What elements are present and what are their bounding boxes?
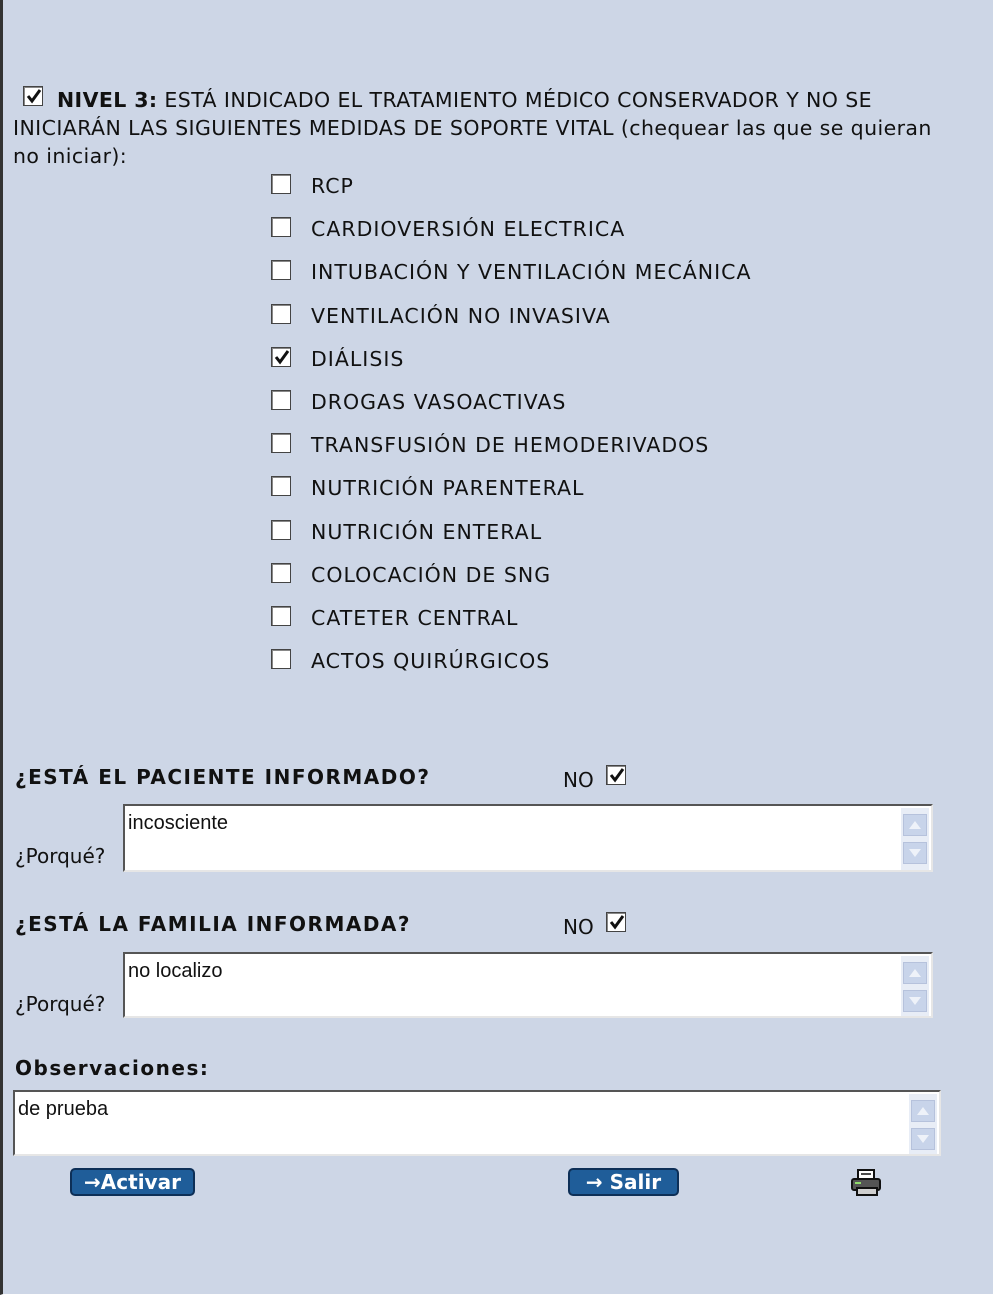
measure-checkbox[interactable] (271, 520, 291, 540)
measure-label: VENTILACIÓN NO INVASIVA (311, 303, 611, 328)
family-why-label: ¿Porqué? (15, 992, 106, 1016)
patient-why-value: incosciente (128, 812, 229, 834)
scroll-up-button[interactable] (903, 814, 927, 836)
observations-value: de prueba (18, 1098, 109, 1120)
level-3-text: ESTÁ INDICADO EL TRATAMIENTO MÉDICO CONSERVADOR Y NO SE INICIARÁN LAS SIGUIENTES MEDIDAS DE SOPORTE VITAL (chequear las que se quieran no iniciar): (13, 88, 932, 168)
measure-label: RCP (311, 174, 354, 198)
family-why-textarea[interactable] (123, 952, 933, 1018)
measure-checkbox[interactable] (271, 390, 291, 410)
patient-informed-question: ¿ESTÁ EL PACIENTE INFORMADO? (15, 765, 431, 789)
printer-icon[interactable] (849, 1168, 885, 1198)
family-no-label: NO (563, 915, 594, 939)
measure-label: DIÁLISIS (311, 346, 405, 371)
measure-checkbox[interactable] (271, 563, 291, 583)
measure-checkbox[interactable] (271, 174, 291, 194)
measure-checkbox[interactable] (271, 433, 291, 453)
patient-why-textarea[interactable] (123, 804, 933, 872)
family-informed-question: ¿ESTÁ LA FAMILIA INFORMADA? (15, 912, 412, 936)
exit-button[interactable]: → Salir (568, 1168, 679, 1196)
checkmark-icon (609, 914, 625, 930)
measure-label: DROGAS VASOACTIVAS (311, 390, 567, 414)
measure-label: CATETER CENTRAL (311, 606, 519, 630)
measure-label: NUTRICIÓN PARENTERAL (311, 476, 585, 501)
scroll-down-button[interactable] (903, 990, 927, 1012)
checkmark-icon (274, 349, 290, 365)
activate-button[interactable]: →Activar (70, 1168, 195, 1196)
measure-label: CARDIOVERSIÓN ELECTRICA (311, 217, 626, 242)
measure-label: COLOCACIÓN DE SNG (311, 562, 552, 587)
measure-label: NUTRICIÓN ENTERAL (311, 519, 543, 544)
scroll-down-button[interactable] (903, 842, 927, 864)
family-why-value: no localizo (128, 960, 223, 982)
level-3-description (13, 86, 963, 170)
patient-no-label: NO (563, 768, 594, 792)
checkmark-icon (609, 767, 625, 783)
measure-checkbox[interactable] (271, 260, 291, 280)
scroll-up-button[interactable] (911, 1100, 935, 1122)
observations-textarea[interactable] (13, 1090, 941, 1156)
patient-no-checkbox[interactable] (606, 765, 626, 785)
measure-label: INTUBACIÓN Y VENTILACIÓN MECÁNICA (311, 260, 752, 285)
measure-checkbox[interactable] (271, 606, 291, 626)
measure-label: TRANSFUSIÓN DE HEMODERIVADOS (311, 433, 710, 458)
measure-checkbox[interactable] (271, 304, 291, 324)
patient-why-scrollbar[interactable] (901, 808, 929, 870)
measure-checkbox[interactable] (271, 649, 291, 669)
measure-checkbox[interactable] (271, 217, 291, 237)
observations-scrollbar[interactable] (909, 1094, 937, 1154)
scroll-down-button[interactable] (911, 1128, 935, 1150)
measure-label: ACTOS QUIRÚRGICOS (311, 649, 551, 674)
level-3-title: NIVEL 3: (57, 88, 158, 112)
scroll-up-button[interactable] (903, 962, 927, 984)
family-no-checkbox[interactable] (606, 912, 626, 932)
measure-checkbox[interactable] (271, 347, 291, 367)
measure-checkbox[interactable] (271, 476, 291, 496)
patient-why-label: ¿Porqué? (15, 844, 106, 868)
observations-label: Observaciones: (15, 1056, 210, 1080)
family-why-scrollbar[interactable] (901, 956, 929, 1016)
